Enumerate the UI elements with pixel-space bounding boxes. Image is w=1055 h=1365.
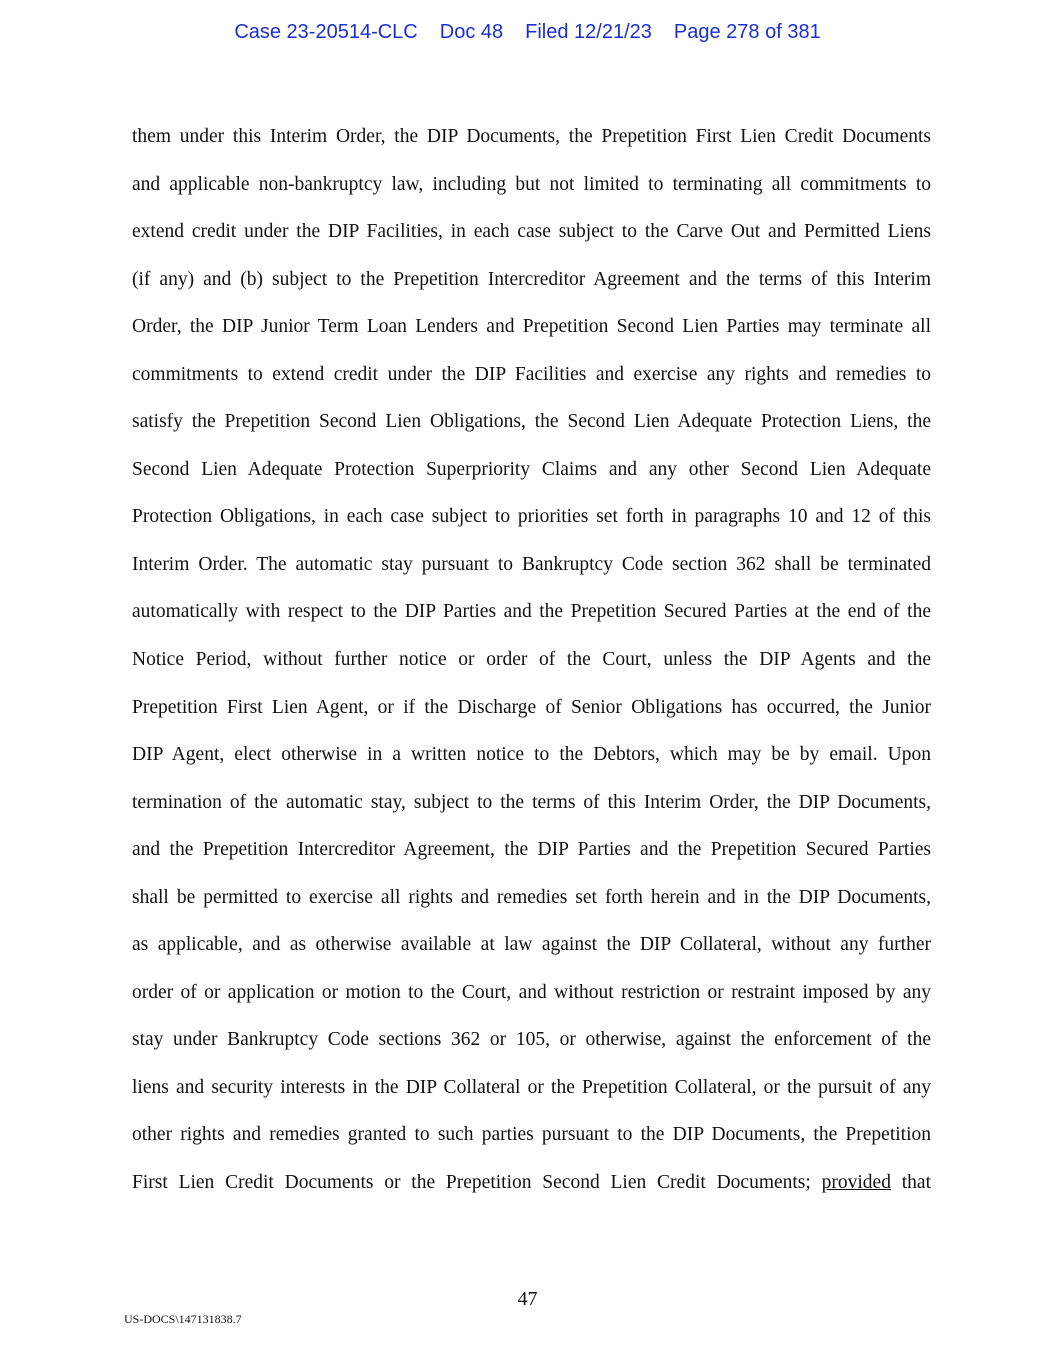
text-line: extend credit under the DIP Facilities, in each case subject to the Carve Out and Permitted Liens bbox=[132, 221, 931, 243]
text-line: as applicable, and as otherwise available at law against the DIP Collateral, without any further bbox=[132, 934, 931, 956]
court-filing-header bbox=[0, 19, 1055, 45]
text-line-last bbox=[132, 1164, 931, 1212]
text-line: them under this Interim Order, the DIP Documents, the Prepetition First Lien Credit Documents bbox=[132, 126, 931, 147]
page-count: Page 278 of 381 bbox=[673, 21, 821, 43]
text-line: and the Prepetition Intercreditor Agreement, the DIP Parties and the Prepetition Secured Parties bbox=[132, 839, 931, 861]
text-line: shall be permitted to exercise all rights and remedies set forth herein and in the DIP Documents, bbox=[132, 886, 931, 908]
document-id: US-DOCS\147131838.7 bbox=[124, 1312, 242, 1326]
text-segment: First Lien Credit Documents or the Prepetition Second Lien Credit Documents; bbox=[132, 1172, 811, 1194]
text-line: satisfy the Prepetition Second Lien Obligations, the Second Lien Adequate Protection Liens, the bbox=[132, 411, 931, 433]
case-number: Case 23-20514-CLC bbox=[234, 21, 418, 43]
text-line: Second Lien Adequate Protection Superpriority Claims and any other Second Lien Adequate bbox=[132, 458, 931, 480]
text-line: and applicable non-bankruptcy law, including but not limited to terminating all commitments to bbox=[132, 173, 931, 195]
text-line: termination of the automatic stay, subject to the terms of this Interim Order, the DIP Documents, bbox=[132, 791, 931, 813]
text-line: commitments to extend credit under the DIP Facilities and exercise any rights and remedies to bbox=[132, 363, 931, 385]
body-paragraph bbox=[132, 118, 931, 1212]
text-line: other rights and remedies granted to such parties pursuant to the DIP Documents, the Prepetition bbox=[132, 1124, 931, 1146]
text-line: DIP Agent, elect otherwise in a written notice to the Debtors, which may be by email. Upon bbox=[132, 744, 931, 766]
underlined-term-provided: provided bbox=[821, 1172, 891, 1194]
text-line: Notice Period, without further notice or order of the Court, unless the DIP Agents and the bbox=[132, 649, 931, 671]
text-line: Order, the DIP Junior Term Loan Lenders and Prepetition Second Lien Parties may terminate all bbox=[132, 316, 931, 338]
text-line: stay under Bankruptcy Code sections 362 or 105, or otherwise, against the enforcement of the bbox=[132, 1029, 931, 1051]
text-line: (if any) and (b) subject to the Prepetition Intercreditor Agreement and the terms of this Interim bbox=[132, 268, 931, 290]
text-line: Prepetition First Lien Agent, or if the Discharge of Senior Obligations has occurred, the Junior bbox=[132, 696, 931, 718]
text-line: automatically with respect to the DIP Parties and the Prepetition Secured Parties at the end of the bbox=[132, 601, 931, 623]
page-number: 47 bbox=[517, 1288, 538, 1310]
text-line: liens and security interests in the DIP Collateral or the Prepetition Collateral, or the pursuit of any bbox=[132, 1076, 931, 1098]
doc-number: Doc 48 bbox=[439, 21, 504, 43]
text-line: order of or application or motion to the Court, and without restriction or restraint imposed by any bbox=[132, 981, 931, 1003]
text-line: Interim Order. The automatic stay pursuant to Bankruptcy Code section 362 shall be terminated bbox=[132, 553, 931, 575]
text-line: Protection Obligations, in each case subject to priorities set forth in paragraphs 10 and 12 of this bbox=[132, 506, 931, 528]
filed-date: Filed 12/21/23 bbox=[525, 21, 652, 43]
text-segment: that bbox=[901, 1172, 932, 1194]
